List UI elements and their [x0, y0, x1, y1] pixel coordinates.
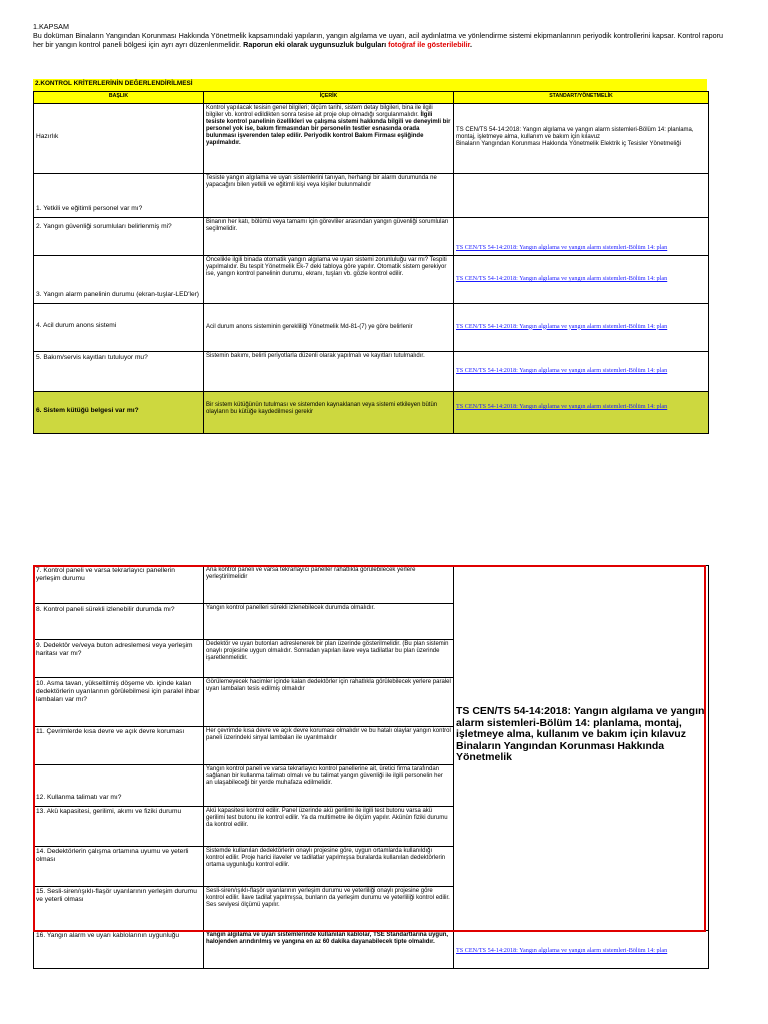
row-content: Yangın algılama ve uyarı sistemlerinde kullanılan kablolar, TSE Standartlarına uygun, halojenden arındırılmış ve yangına en az 60 dakika dayanabilecek tipte olmalıdır. [204, 931, 454, 969]
row-content-text: Kontrol yapılacak tesisin genel bilgileri; ölçüm tarihi, sistem detay bilgileri, bina ile ilgili bilgiler vb. kontrol edildikten sonra tesise ait proje olup olmadığı sorgulanmalıdır. [206, 105, 433, 118]
row-heading: 9. Dedektör ve/veya buton adreslemesi veya yerleşim haritası var mı? [34, 640, 204, 678]
row-standard [454, 931, 709, 969]
row-heading: 15. Sesli-siren/ışıklı-flaşör uyarılarının yerleşim durumu ve yeterli olması [34, 887, 204, 931]
row-heading: 3. Yangın alarm panelinin durumu (ekran-tuşlar-LED'ler) [34, 256, 204, 304]
row-content: Her çevrimde kısa devre ve açık devre koruması olmalıdır ve bu hatalı olaylar yangın kontrol paneli üzerindeki sinyal lambaları ile uyarılmalıdır [204, 727, 454, 765]
row-heading: 5. Bakım/servis kayıtları tutuluyor mu? [34, 352, 204, 392]
row-standard: TS CEN/TS 54-14:2018: Yangın algılama ve yangın alarm sistemleri-Bölüm 14: planlama, montaj, işletmeye alma, kullanım ve bakım için kılavuz Binaların Yangından Korunması Hakkında Yönetmelik Elektrik iç Tesisler Yönetmeliği [454, 104, 709, 174]
table-row [34, 931, 709, 969]
row-content: Sesli-siren/ışıklı-flaşör uyarılarının yerleşim durumu ve yeterliliği onaylı projesine göre kontrol edilir. İlave tadilat yapılmışsa, bunların da yerleşim durumu ve yeterliliği kontrol edilir. Ses seviyesi ölçümü yapılır. [204, 887, 454, 931]
table-row [34, 174, 709, 218]
table-header-row [34, 92, 709, 104]
standard-link[interactable]: TS CEN/TS 54-14:2018: Yangın algılama ve yangın alarm sistemleri-Bölüm 14: plan [456, 947, 668, 954]
column-header-content: İÇERİK [204, 92, 454, 104]
row-content: Akü kapasitesi kontrol edilir. Panel üzerinde akü gerilimi ile ilgili test butonu varsa akü gerilimi test butonu ile kontrol edilir. Ya da multimetre ile ölçüm yapılır. Akünün fiziki durumu da kontrol edilir. [204, 807, 454, 847]
criteria-table-2 [33, 565, 709, 969]
criteria-table-1 [33, 91, 709, 434]
scope-title: 1.KAPSAM [33, 22, 69, 31]
row-content: Ana kontrol paneli ve varsa tekrarlayıcı paneller rahatlıkla görülebilecek yerlere yerleştirilmelidir [204, 566, 454, 604]
standard-link[interactable]: TS CEN/TS 54-14:2018: Yangın algılama ve yangın alarm sistemleri-Bölüm 14: plan [456, 367, 668, 374]
column-header-standard: STANDART/YÖNETMELİK [454, 92, 709, 104]
row-content: Acil durum anons sisteminin gerekliliği Yönetmelik Md-81-(7) ye göre belirlenir [204, 304, 454, 352]
row-heading: 10. Asma tavan, yükseltilmiş döşeme vb. içinde kalan dedektörlerin uyarılarının görülebilmesi için paralel ihbar lambaları var mı? [34, 678, 204, 727]
standard-link[interactable]: TS CEN/TS 54-14:2018: Yangın algılama ve yangın alarm sistemleri-Bölüm 14: plan [456, 275, 668, 282]
row-heading: 6. Sistem kütüğü belgesi var mı? [34, 392, 204, 434]
row-content: Sistemin bakımı, belirli periyotlarla düzenli olarak yapılmalı ve kayıtları tutulmalıdır. [204, 352, 454, 392]
row-standard [454, 304, 709, 352]
merged-standard-cell [454, 566, 709, 931]
row-content: Görülemeyecek hacimler içinde kalan dedektörler için rahatlıkla görülebilecek yerlere paralel uyarı lambaları tesis edilmiş olmalıdır [204, 678, 454, 727]
row-content: Öncelikle ilgili binada otomatik yangın algılama ve uyarı sistemi zorunluluğu var mı? Tespiti yapılmalıdır. Bu tespit Yönetmelik Ek-7 deki tabloya göre yapılır. Otomatik sistem gerekiyor ise, yangın kontrol panelinin durumu, ekranı, tuşları vb. gözle kontrol edilir. [204, 256, 454, 304]
row-content: Sistemde kullanılan dedektörlerin onaylı projesine göre, uygun ortamlarda kullanıldığı kontrol edilir. Proje harici ilaveler ve tadilatlar yapılmışsa buralarda kullanılan dedektörlerin ortama uygunluğu kontrol edilir. [204, 847, 454, 887]
row-heading: 7. Kontrol paneli ve varsa tekrarlayıcı panellerin yerleşim durumu [34, 566, 204, 604]
row-heading: 14. Dedektörlerin çalışma ortamına uyumu ve yeterli olması [34, 847, 204, 887]
row-standard [454, 218, 709, 256]
criteria-section-title: 2.KONTROL KRİTERLERİNİN DEĞERLENDİRİLMESİ [35, 80, 193, 87]
row-standard [454, 256, 709, 304]
row-content: Yangın kontrol paneli ve varsa tekrarlayıcı kontrol panellerine ait, üretici firma tarafından sağlanan bir kullanma talimatı olmalı ve bu talimat yangın güvenliği ile ilgili personelin her an ulaşabileceği bir yerde muhafaza edilmelidir. [204, 765, 454, 807]
scope-bold-sentence: Raporun eki olarak uygunsuzluk bulguları [243, 40, 387, 49]
row-heading: 4. Acil durum anons sistemi [34, 304, 204, 352]
row-heading: 11. Çevrimlerde kısa devre ve açık devre koruması [34, 727, 204, 765]
row-content: Dedektör ve uyarı butonları adreslenerek bir plan üzerinde gösterilmelidir. (Bu plan sistemin onaylı projesine uygun olmalıdır. Sonradan yapılan ilave veya tadilatlar bu plan üzerinde işaretlenmelidir. [204, 640, 454, 678]
table-row [34, 256, 709, 304]
standard-link[interactable]: TS CEN/TS 54-14:2018: Yangın algılama ve yangın alarm sistemleri-Bölüm 14: plan [456, 403, 668, 410]
scope-red-text: fotoğraf ile gösterilebilir [388, 40, 471, 49]
table-row [34, 566, 709, 604]
row-content [204, 104, 454, 174]
table-row [34, 104, 709, 174]
row-content: Bir sistem kütüğünün tutulması ve sistemden kaynaklanan veya sistemi etkileyen bütün olayların bu kütüğe kaydedilmesi gerekir [204, 392, 454, 434]
row-heading: Hazırlık [34, 104, 204, 174]
row-standard [454, 392, 709, 434]
row-heading: 8. Kontrol paneli sürekli izlenebilir durumda mı? [34, 604, 204, 640]
row-content: Tesiste yangın algılama ve uyarı sistemlerini tanıyan, herhangi bir alarm durumunda ne yapacağını bilen yetkili ve eğitimli kişi veya kişiler bulunmalıdır [204, 174, 454, 218]
merged-standard-text: TS CEN/TS 54-14:2018: Yangın algılama ve yangın alarm sistemleri-Bölüm 14: planlama, montaj, işletmeye alma, kullanım ve bakım için kılavuz Binaların Yangından Korunması Hakkında Yönetmelik [456, 705, 705, 764]
row-heading: 13. Akü kapasitesi, gerilimi, akımı ve fiziki durumu [34, 807, 204, 847]
row-standard [454, 352, 709, 392]
scope-section [33, 22, 733, 49]
row-standard [454, 174, 709, 218]
row-heading: 16. Yangın alarm ve uyarı kablolarının uygunluğu [34, 931, 204, 969]
scope-paragraph: Bu doküman Binaların Yangından Korunması Hakkında Yönetmelik kapsamındaki yapıların, yangın algılama ve uyarı, acil aydınlatma ve yönlendirme sistemi ekipmanlarının periyodik kontrollerini kapsar. Kontrol raporu her bir yangın kontrol paneli bölgesi için ayrı ayrı düzenlenmelidir. [33, 31, 723, 49]
column-header-heading: BAŞLIK [34, 92, 204, 104]
standard-link[interactable]: TS CEN/TS 54-14:2018: Yangın algılama ve yangın alarm sistemleri-Bölüm 14: plan [456, 322, 668, 330]
table-row-highlighted [34, 392, 709, 434]
table-row [34, 304, 709, 352]
row-content-bold: İlgili tesiste kontrol panelinin özellikleri ve çalışma sistemi hakkında bilgili ve deneyimli bir personel yok ise, bakım firmasından bir personelin testler esnasında orada bulunması işverenden talep edilir. Periyodik kontrol Bakım Firması eşliğinde yapılmalıdır. [206, 112, 451, 146]
row-heading: 2. Yangın güvenliği sorumluları belirlenmiş mi? [34, 218, 204, 256]
row-content: Yangın kontrol panelleri sürekli izlenebilecek durumda olmalıdır. [204, 604, 454, 640]
row-content: Binanın her katı, bölümü veya tamamı için görevliler arasından yangın güvenliği sorumluları seçilmelidir. [204, 218, 454, 256]
scope-period: . [470, 40, 473, 49]
row-heading: 1. Yetkili ve eğitimli personel var mı? [34, 174, 204, 218]
standard-link[interactable]: TS CEN/TS 54-14:2018: Yangın algılama ve yangın alarm sistemleri-Bölüm 14: plan [456, 244, 668, 251]
row-heading: 12. Kullanma talimatı var mı? [34, 765, 204, 807]
table-row [34, 218, 709, 256]
table-row [34, 352, 709, 392]
